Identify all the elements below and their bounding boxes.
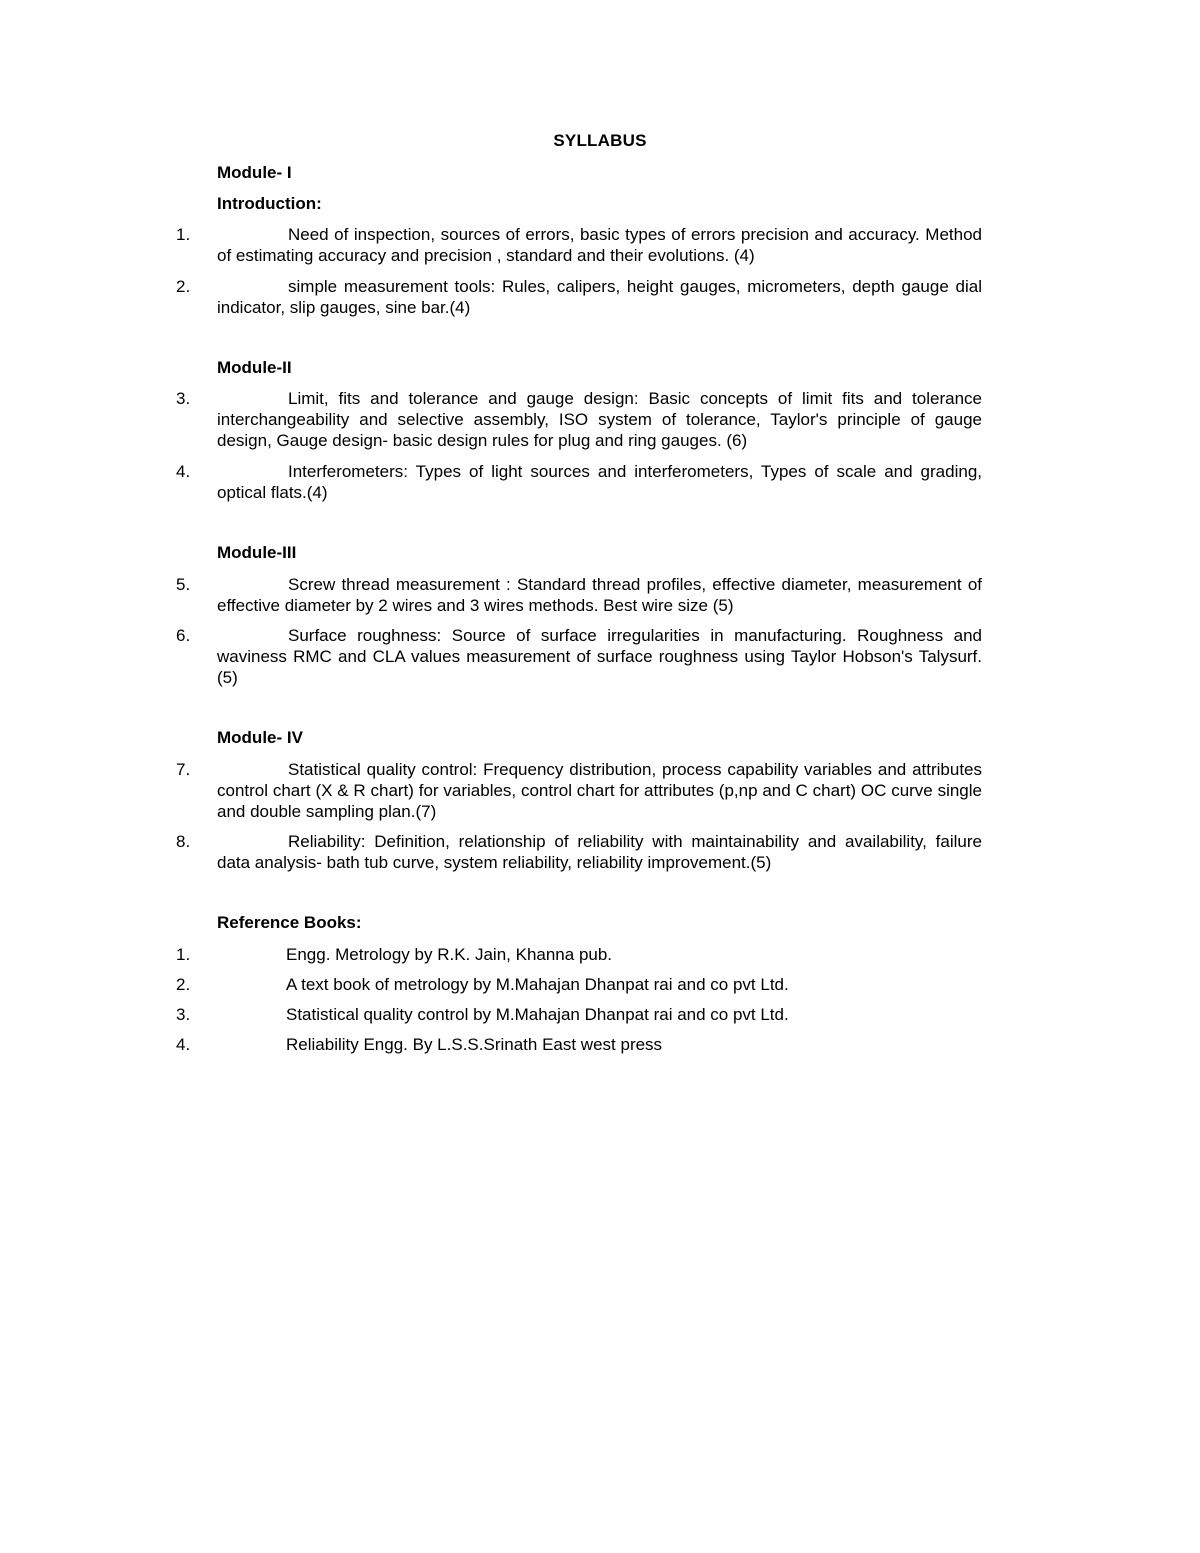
item-text: Statistical quality control: Frequency distribution, process capability variables and attributes control chart (X & R chart) for variables, control chart for attributes (p,np and C chart) OC curve single and double sampling plan.(7) xyxy=(217,760,982,821)
item-text: simple measurement tools: Rules, calipers, height gauges, micrometers, depth gauge dial indicator, slip gauges, sine bar.(4) xyxy=(217,277,982,317)
reference-number: 1. xyxy=(176,945,191,964)
item-number: 7. xyxy=(176,760,191,779)
module-4-heading: Module- IV xyxy=(217,728,303,747)
item-text: Interferometers: Types of light sources and interferometers, Types of scale and grading, optical flats.(4) xyxy=(217,462,982,502)
item-number: 4. xyxy=(176,462,191,481)
syllabus-item-4 xyxy=(176,461,982,503)
syllabus-item-7 xyxy=(176,759,982,822)
introduction-heading: Introduction: xyxy=(217,194,322,213)
item-number: 5. xyxy=(176,575,191,594)
reference-number: 4. xyxy=(176,1035,191,1054)
module-3-heading: Module-III xyxy=(217,543,297,562)
page-title: SYLLABUS xyxy=(553,131,647,150)
reference-number: 3. xyxy=(176,1005,191,1024)
reference-text: Statistical quality control by M.Mahajan Dhanpat rai and co pvt Ltd. xyxy=(286,1005,789,1024)
item-number: 6. xyxy=(176,626,191,645)
item-text: Need of inspection, sources of errors, basic types of errors precision and accuracy. Method of estimating accuracy and precision , standard and their evolutions. (4) xyxy=(217,225,982,265)
syllabus-item-3 xyxy=(176,388,982,451)
item-text: Reliability: Definition, relationship of reliability with maintainability and availability, failure data analysis- bath tub curve, system reliability, reliability improvement.(5) xyxy=(217,832,982,872)
syllabus-item-5 xyxy=(176,574,982,616)
item-number: 1. xyxy=(176,225,191,244)
reference-text: Engg. Metrology by R.K. Jain, Khanna pub. xyxy=(286,945,613,964)
module-1-heading: Module- I xyxy=(217,163,292,182)
reference-books-heading: Reference Books: xyxy=(217,913,362,932)
reference-text: A text book of metrology by M.Mahajan Dhanpat rai and co pvt Ltd. xyxy=(286,975,789,994)
item-number: 2. xyxy=(176,277,191,296)
item-text: Screw thread measurement : Standard thread profiles, effective diameter, measurement of effective diameter by 2 wires and 3 wires methods. Best wire size (5) xyxy=(217,575,982,615)
item-text: Limit, fits and tolerance and gauge design: Basic concepts of limit fits and tolerance interchangeability and selective assembly, ISO system of tolerance, Taylor's principle of gauge design, Gauge design- basic design rules for plug and ring gauges. (6) xyxy=(217,389,982,450)
syllabus-item-2 xyxy=(176,276,982,318)
syllabus-item-6 xyxy=(176,625,982,688)
reference-number: 2. xyxy=(176,975,191,994)
syllabus-item-1 xyxy=(176,224,982,266)
item-number: 3. xyxy=(176,389,191,408)
syllabus-item-8 xyxy=(176,831,982,873)
module-2-heading: Module-II xyxy=(217,358,292,377)
item-text: Surface roughness: Source of surface irregularities in manufacturing. Roughness and waviness RMC and CLA values measurement of surface roughness using Taylor Hobson's Talysurf. (5) xyxy=(217,626,982,687)
item-number: 8. xyxy=(176,832,191,851)
reference-text: Reliability Engg. By L.S.S.Srinath East west press xyxy=(286,1035,663,1054)
